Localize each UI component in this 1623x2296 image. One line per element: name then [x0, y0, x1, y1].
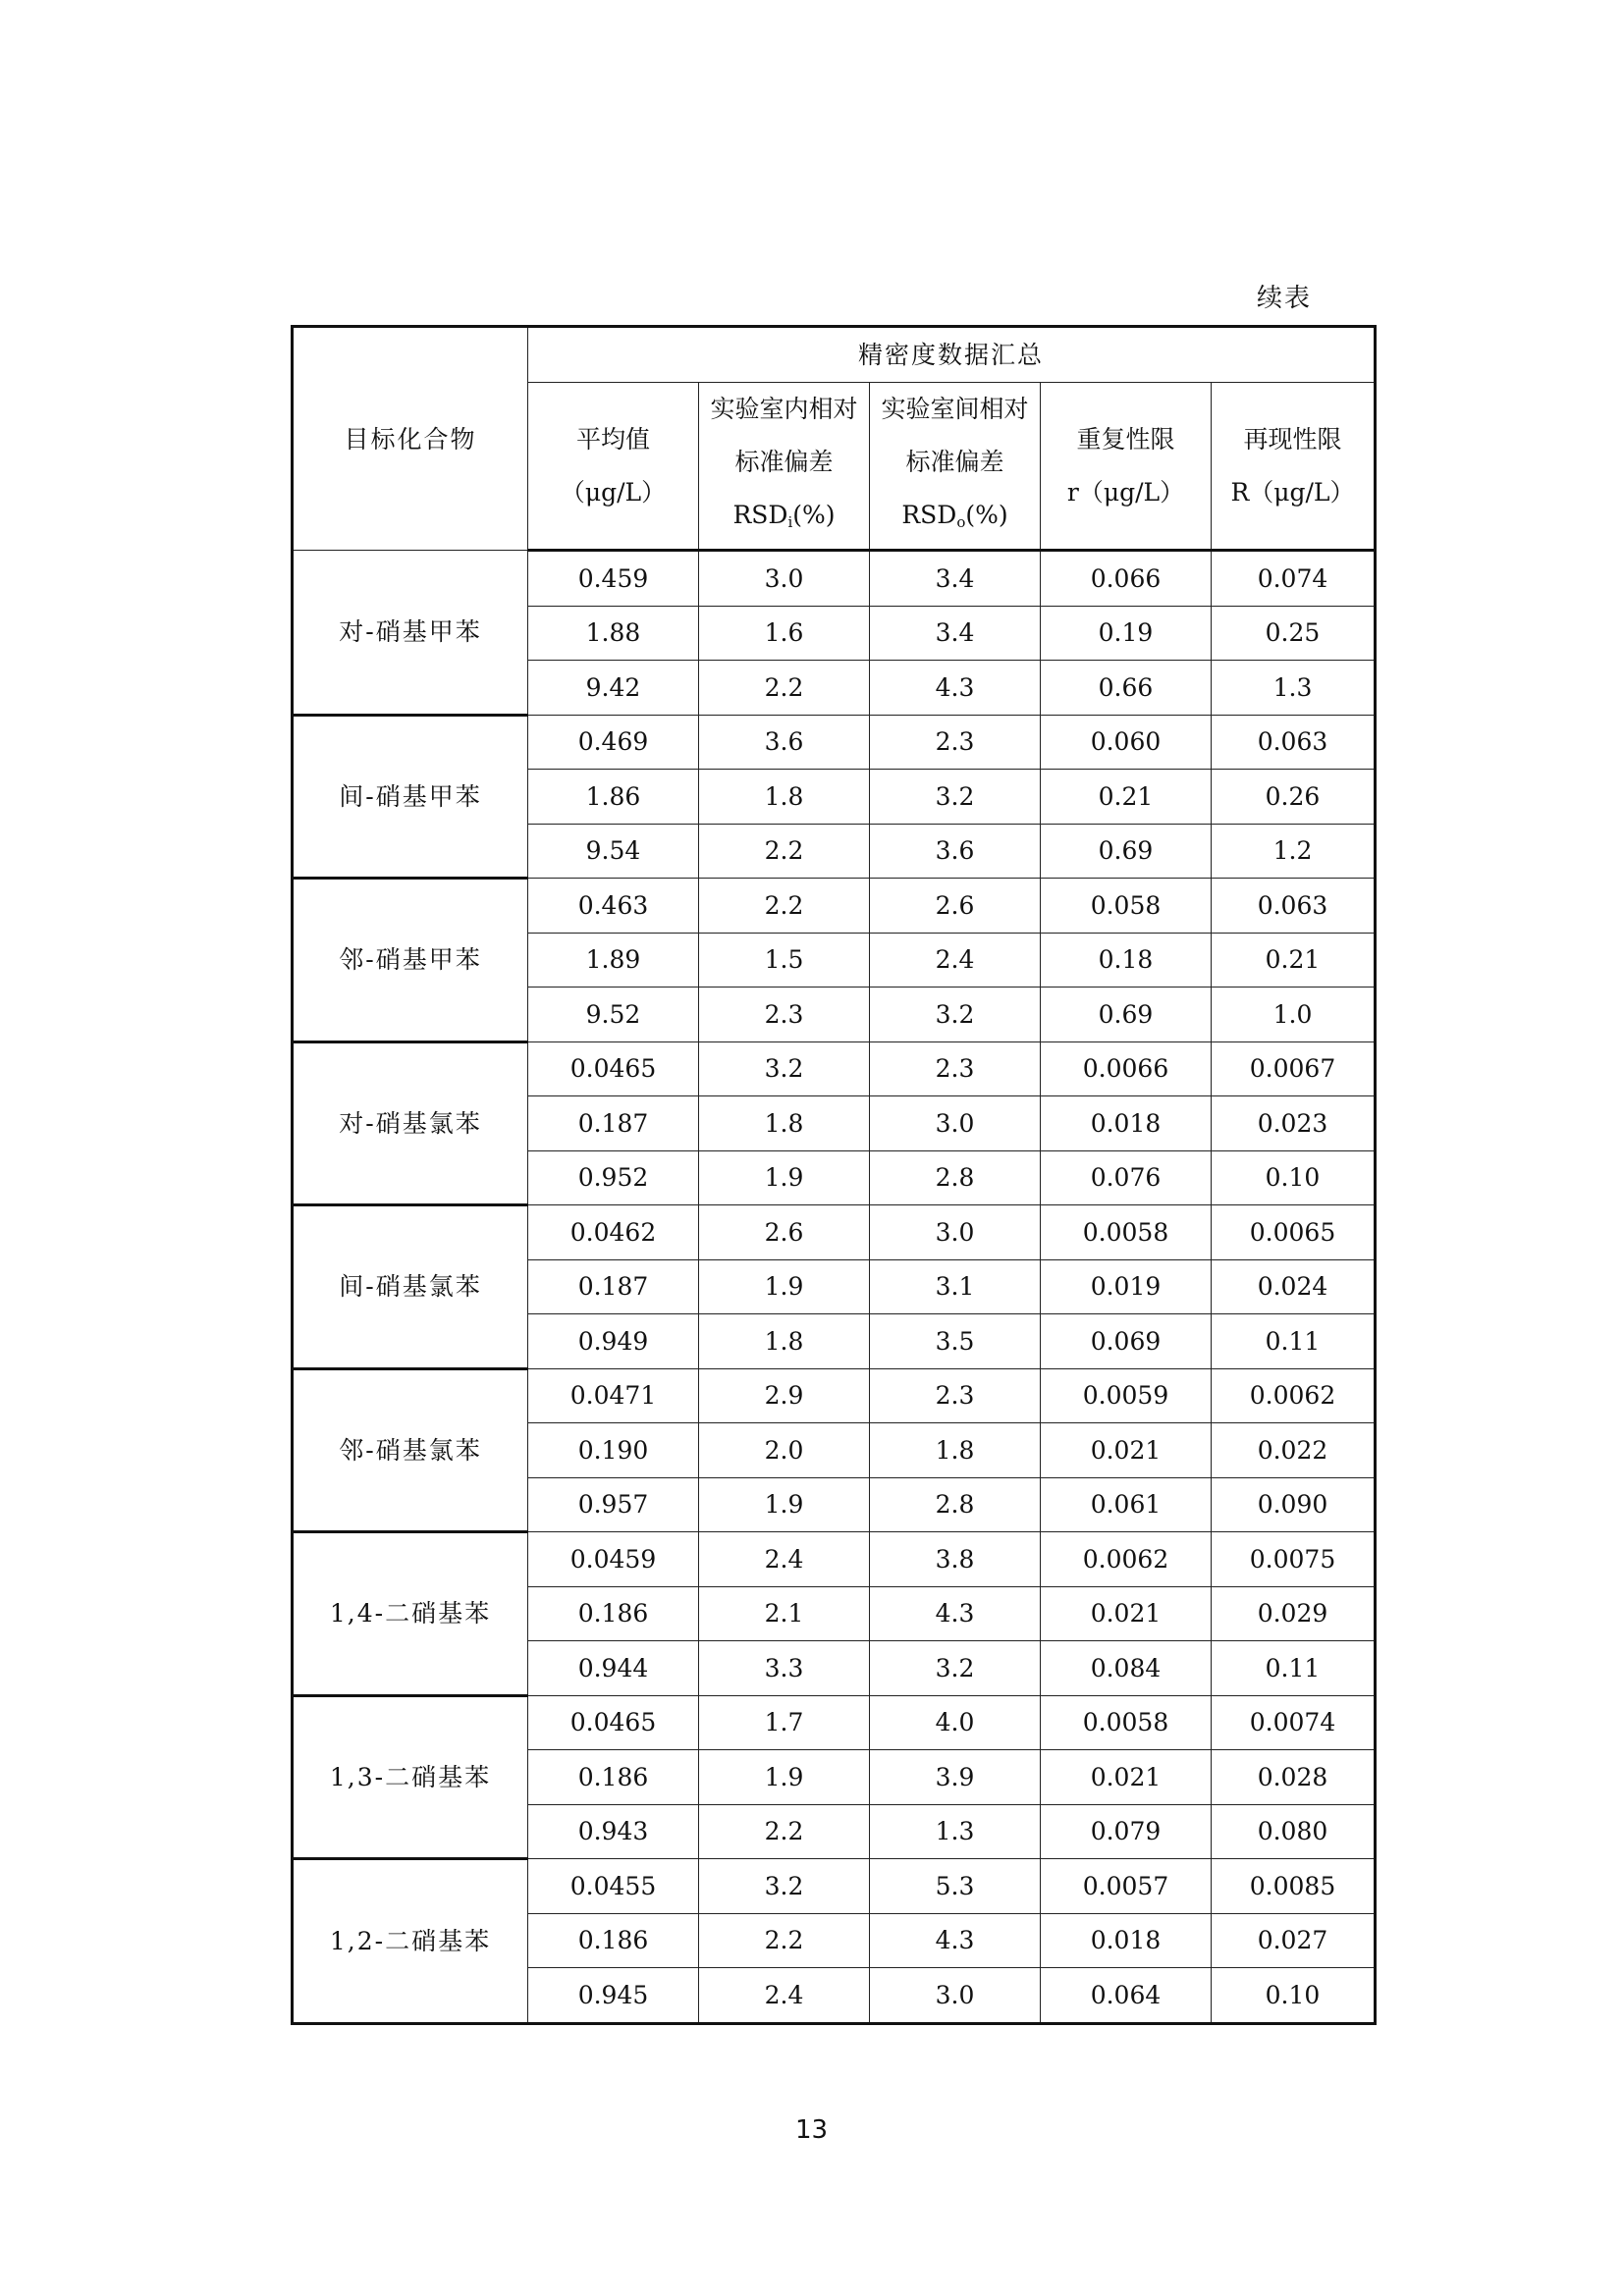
- repeatability-cell: 0.21: [1041, 770, 1212, 825]
- header-rsd-i-line2: 标准偏差: [734, 448, 834, 476]
- mean-cell: 9.52: [528, 988, 699, 1042]
- repeatability-cell: 0.69: [1041, 824, 1212, 879]
- reproducibility-cell: 1.3: [1212, 661, 1376, 716]
- repeatability-cell: 0.021: [1041, 1586, 1212, 1641]
- rsd-i-cell: 2.4: [699, 1532, 870, 1587]
- rsd-i-cell: 1.9: [699, 1150, 870, 1205]
- rsd-o-cell: 2.3: [870, 1368, 1041, 1423]
- reproducibility-cell: 0.023: [1212, 1096, 1376, 1151]
- rsd-o-cell: 3.0: [870, 1096, 1041, 1151]
- rsd-o-cell: 2.8: [870, 1150, 1041, 1205]
- mean-cell: 1.88: [528, 606, 699, 661]
- rsd-i-cell: 3.2: [699, 1859, 870, 1914]
- rsd-i-cell: 1.9: [699, 1259, 870, 1314]
- rsd-o-cell: 3.5: [870, 1314, 1041, 1369]
- repeatability-cell: 0.076: [1041, 1150, 1212, 1205]
- header-rsd-i-base: RSD: [732, 501, 788, 529]
- rsd-o-cell: 2.8: [870, 1477, 1041, 1532]
- rsd-i-cell: 2.1: [699, 1586, 870, 1641]
- rsd-i-cell: 3.6: [699, 715, 870, 770]
- reproducibility-cell: 0.11: [1212, 1314, 1376, 1369]
- rsd-i-cell: 3.0: [699, 551, 870, 607]
- rsd-o-cell: 3.8: [870, 1532, 1041, 1587]
- reproducibility-cell: 0.0074: [1212, 1695, 1376, 1750]
- compound-name: 间-硝基甲苯: [293, 715, 528, 879]
- repeatability-cell: 0.18: [1041, 933, 1212, 988]
- reproducibility-cell: 0.022: [1212, 1423, 1376, 1478]
- rsd-i-cell: 3.3: [699, 1641, 870, 1696]
- rsd-o-cell: 3.9: [870, 1750, 1041, 1805]
- reproducibility-cell: 0.0075: [1212, 1532, 1376, 1587]
- header-rsd-o-line1: 实验室间相对: [881, 395, 1029, 423]
- reproducibility-cell: 0.10: [1212, 1968, 1376, 2024]
- reproducibility-cell: 0.21: [1212, 933, 1376, 988]
- table-row: [293, 1532, 1376, 1587]
- rsd-o-cell: 3.2: [870, 1641, 1041, 1696]
- header-rsd-o: [870, 383, 1041, 551]
- header-repeatability: [1041, 383, 1212, 551]
- rsd-o-cell: 5.3: [870, 1859, 1041, 1914]
- reproducibility-cell: 0.10: [1212, 1150, 1376, 1205]
- repeatability-cell: 0.061: [1041, 1477, 1212, 1532]
- repeatability-cell: 0.0059: [1041, 1368, 1212, 1423]
- header-mean-line2: （μg/L）: [560, 477, 667, 507]
- header-reproducibility: [1212, 383, 1376, 551]
- repeatability-cell: 0.0057: [1041, 1859, 1212, 1914]
- mean-cell: 0.187: [528, 1259, 699, 1314]
- reproducibility-cell: 1.0: [1212, 988, 1376, 1042]
- rsd-o-cell: 3.4: [870, 606, 1041, 661]
- reproducibility-cell: 0.027: [1212, 1913, 1376, 1968]
- header-rsd-o-unit: (%): [965, 501, 1008, 529]
- rsd-o-cell: 3.1: [870, 1259, 1041, 1314]
- mean-cell: 0.945: [528, 1968, 699, 2024]
- reproducibility-cell: 0.029: [1212, 1586, 1376, 1641]
- table-body: [293, 551, 1376, 2024]
- mean-cell: 0.0471: [528, 1368, 699, 1423]
- header-rsd-i-line3: [699, 489, 869, 549]
- mean-cell: 0.186: [528, 1586, 699, 1641]
- reproducibility-cell: 0.0065: [1212, 1205, 1376, 1260]
- header-rsd-i: [699, 383, 870, 551]
- rsd-i-cell: 2.3: [699, 988, 870, 1042]
- header-rsd-i-unit: (%): [792, 501, 836, 529]
- repeatability-cell: 0.060: [1041, 715, 1212, 770]
- repeatability-cell: 0.0058: [1041, 1695, 1212, 1750]
- rsd-i-cell: 2.2: [699, 824, 870, 879]
- repeatability-cell: 0.069: [1041, 1314, 1212, 1369]
- reproducibility-cell: 0.063: [1212, 715, 1376, 770]
- repeatability-cell: 0.021: [1041, 1423, 1212, 1478]
- header-rsd-i-line1: 实验室内相对: [710, 395, 858, 423]
- reproducibility-cell: 0.0085: [1212, 1859, 1376, 1914]
- repeatability-cell: 0.0066: [1041, 1041, 1212, 1096]
- header-mean: [528, 383, 699, 551]
- mean-cell: 1.86: [528, 770, 699, 825]
- repeatability-cell: 0.066: [1041, 551, 1212, 607]
- rsd-o-cell: 3.0: [870, 1968, 1041, 2024]
- rsd-o-cell: 1.3: [870, 1804, 1041, 1859]
- mean-cell: 0.943: [528, 1804, 699, 1859]
- mean-cell: 0.0462: [528, 1205, 699, 1260]
- repeatability-cell: 0.058: [1041, 879, 1212, 934]
- rsd-o-cell: 3.0: [870, 1205, 1041, 1260]
- rsd-i-cell: 1.7: [699, 1695, 870, 1750]
- compound-name: 邻-硝基氯苯: [293, 1368, 528, 1532]
- mean-cell: 9.42: [528, 661, 699, 716]
- repeatability-cell: 0.084: [1041, 1641, 1212, 1696]
- rsd-o-cell: 3.6: [870, 824, 1041, 879]
- repeatability-cell: 0.018: [1041, 1096, 1212, 1151]
- reproducibility-cell: 1.2: [1212, 824, 1376, 879]
- rsd-o-cell: 4.3: [870, 1586, 1041, 1641]
- repeatability-cell: 0.018: [1041, 1913, 1212, 1968]
- rsd-i-cell: 2.0: [699, 1423, 870, 1478]
- repeatability-cell: 0.69: [1041, 988, 1212, 1042]
- reproducibility-cell: 0.024: [1212, 1259, 1376, 1314]
- continuation-label: 续表: [1257, 284, 1313, 313]
- header-reproducibility-line1: 再现性限: [1243, 424, 1342, 454]
- mean-cell: 0.186: [528, 1750, 699, 1805]
- reproducibility-cell: 0.080: [1212, 1804, 1376, 1859]
- mean-cell: 0.186: [528, 1913, 699, 1968]
- header-rsd-i-sub: i: [787, 513, 793, 531]
- rsd-o-cell: 4.3: [870, 1913, 1041, 1968]
- mean-cell: 0.952: [528, 1150, 699, 1205]
- rsd-i-cell: 2.2: [699, 1913, 870, 1968]
- reproducibility-cell: 0.0062: [1212, 1368, 1376, 1423]
- mean-cell: 0.469: [528, 715, 699, 770]
- compound-name: 邻-硝基甲苯: [293, 879, 528, 1042]
- mean-cell: 0.190: [528, 1423, 699, 1478]
- header-mean-line1: 平均值: [575, 424, 650, 454]
- table-row: [293, 715, 1376, 770]
- repeatability-cell: 0.019: [1041, 1259, 1212, 1314]
- rsd-o-cell: 4.0: [870, 1695, 1041, 1750]
- rsd-i-cell: 1.8: [699, 770, 870, 825]
- precision-data-table: [291, 325, 1377, 2025]
- mean-cell: 9.54: [528, 824, 699, 879]
- rsd-i-cell: 1.8: [699, 1096, 870, 1151]
- rsd-i-cell: 2.4: [699, 1968, 870, 2024]
- repeatability-cell: 0.079: [1041, 1804, 1212, 1859]
- rsd-o-cell: 2.6: [870, 879, 1041, 934]
- mean-cell: 0.0459: [528, 1532, 699, 1587]
- table-header: [293, 327, 1376, 551]
- header-rsd-o-line3: [870, 489, 1040, 549]
- mean-cell: 0.463: [528, 879, 699, 934]
- table-row: [293, 1859, 1376, 1914]
- rsd-o-cell: 1.8: [870, 1423, 1041, 1478]
- compound-name: 1,4-二硝基苯: [293, 1532, 528, 1696]
- mean-cell: 0.459: [528, 551, 699, 607]
- header-rsd-o-line2: 标准偏差: [905, 448, 1004, 476]
- rsd-i-cell: 1.9: [699, 1750, 870, 1805]
- reproducibility-cell: 0.0067: [1212, 1041, 1376, 1096]
- mean-cell: 0.957: [528, 1477, 699, 1532]
- table-row: [293, 1695, 1376, 1750]
- mean-cell: 0.0455: [528, 1859, 699, 1914]
- reproducibility-cell: 0.063: [1212, 879, 1376, 934]
- rsd-o-cell: 2.3: [870, 1041, 1041, 1096]
- repeatability-cell: 0.0062: [1041, 1532, 1212, 1587]
- reproducibility-cell: 0.028: [1212, 1750, 1376, 1805]
- rsd-i-cell: 1.8: [699, 1314, 870, 1369]
- compound-name: 对-硝基氯苯: [293, 1041, 528, 1205]
- table-row: [293, 551, 1376, 607]
- rsd-i-cell: 1.5: [699, 933, 870, 988]
- table-row: [293, 879, 1376, 934]
- rsd-i-cell: 2.6: [699, 1205, 870, 1260]
- table-row: [293, 1205, 1376, 1260]
- header-compound: 目标化合物: [293, 327, 528, 551]
- rsd-o-cell: 3.2: [870, 988, 1041, 1042]
- repeatability-cell: 0.19: [1041, 606, 1212, 661]
- mean-cell: 0.944: [528, 1641, 699, 1696]
- table-row: [293, 1041, 1376, 1096]
- compound-name: 1,2-二硝基苯: [293, 1859, 528, 2024]
- header-reproducibility-line2: R（μg/L）: [1230, 477, 1355, 507]
- rsd-i-cell: 1.9: [699, 1477, 870, 1532]
- reproducibility-cell: 0.090: [1212, 1477, 1376, 1532]
- reproducibility-cell: 0.074: [1212, 551, 1376, 607]
- page-number: 13: [794, 2115, 829, 2145]
- rsd-i-cell: 3.2: [699, 1041, 870, 1096]
- header-repeatability-line1: 重复性限: [1076, 424, 1175, 454]
- rsd-i-cell: 2.2: [699, 661, 870, 716]
- header-group-title: 精密度数据汇总: [528, 327, 1376, 383]
- rsd-o-cell: 3.2: [870, 770, 1041, 825]
- mean-cell: 0.187: [528, 1096, 699, 1151]
- table-row: [293, 1368, 1376, 1423]
- compound-name: 间-硝基氯苯: [293, 1205, 528, 1369]
- reproducibility-cell: 0.26: [1212, 770, 1376, 825]
- repeatability-cell: 0.064: [1041, 1968, 1212, 2024]
- rsd-o-cell: 2.3: [870, 715, 1041, 770]
- header-repeatability-line2: r（μg/L）: [1066, 477, 1185, 507]
- rsd-i-cell: 2.9: [699, 1368, 870, 1423]
- compound-name: 对-硝基甲苯: [293, 551, 528, 716]
- reproducibility-cell: 0.11: [1212, 1641, 1376, 1696]
- rsd-i-cell: 1.6: [699, 606, 870, 661]
- mean-cell: 0.0465: [528, 1695, 699, 1750]
- repeatability-cell: 0.66: [1041, 661, 1212, 716]
- mean-cell: 0.949: [528, 1314, 699, 1369]
- rsd-i-cell: 2.2: [699, 1804, 870, 1859]
- repeatability-cell: 0.021: [1041, 1750, 1212, 1805]
- compound-name: 1,3-二硝基苯: [293, 1695, 528, 1859]
- header-rsd-o-sub: o: [956, 513, 966, 531]
- rsd-i-cell: 2.2: [699, 879, 870, 934]
- reproducibility-cell: 0.25: [1212, 606, 1376, 661]
- rsd-o-cell: 2.4: [870, 933, 1041, 988]
- repeatability-cell: 0.0058: [1041, 1205, 1212, 1260]
- rsd-o-cell: 3.4: [870, 551, 1041, 607]
- rsd-o-cell: 4.3: [870, 661, 1041, 716]
- header-rsd-o-base: RSD: [901, 501, 957, 529]
- mean-cell: 0.0465: [528, 1041, 699, 1096]
- mean-cell: 1.89: [528, 933, 699, 988]
